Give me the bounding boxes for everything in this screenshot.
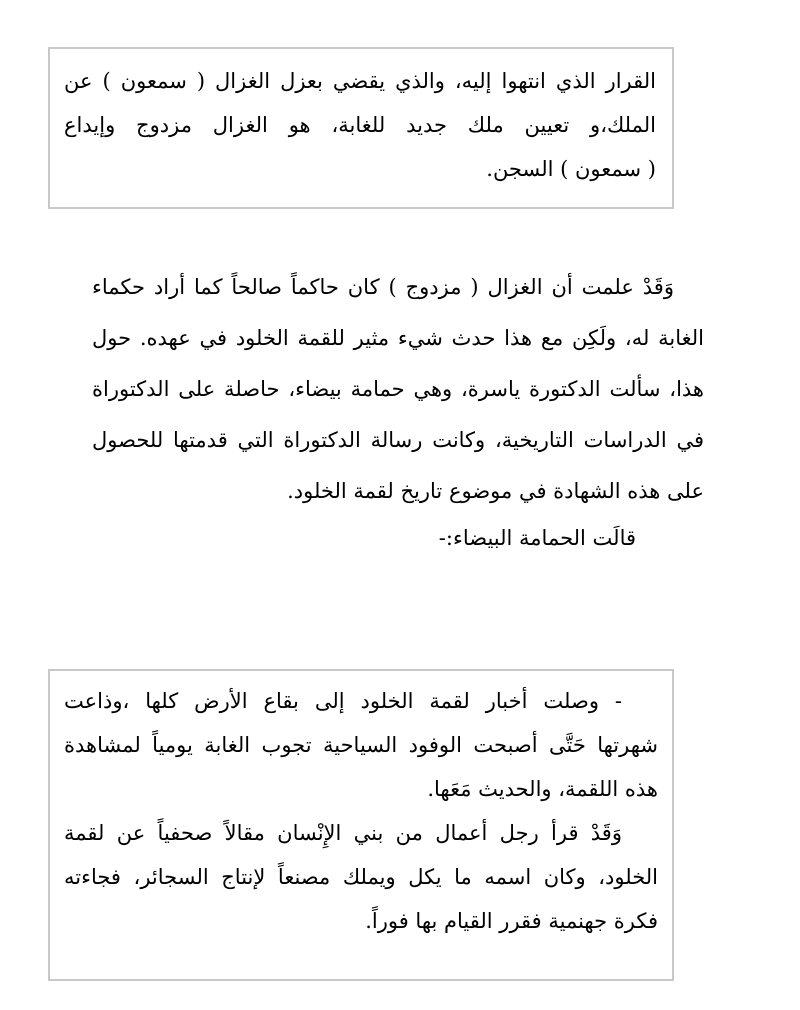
middle-line-2: الغابة له، ولَكِن مع هذا حدث شيء مثير للقمة الخلود في عهده. حول [92, 326, 704, 350]
bottom-text-box [48, 669, 674, 981]
bottom-box-line-2: شهرتها حَتَّى أصبحت الوفود السياحية تجوب الغابة يومياً لمشاهدة [64, 733, 658, 757]
middle-line-3: هذا، سألت الدكتورة ياسرة، وهي حمامة بيضاء، حاصلة على الدكتوراة [92, 377, 704, 401]
bottom-box-line-5: الخلود، وكان اسمه ما يكل ويملك مصنعاً لإنتاج السجائر، فجاءته [64, 865, 658, 889]
middle-line-4: في الدراسات التاريخية، وكانت رسالة الدكتوراة التي قدمتها للحصول [92, 428, 704, 452]
middle-paragraph [92, 262, 704, 559]
bottom-box-line-4: وَقَدْ قرأ رجل أعمال من بني الإِنْسان مقالاً صحفياً عن لقمة [64, 821, 622, 845]
bottom-box-line-3: هذه اللقمة، والحديث مَعَها. [427, 777, 658, 801]
top-text-box [48, 47, 674, 209]
top-box-line-1: القرار الذي انتهوا إليه، والذي يقضي بعزل الغزال ( سمعون ) عن [64, 69, 656, 93]
bottom-box-line-6: فكرة جهنمية فقرر القيام بها فوراً. [365, 909, 658, 933]
middle-line-6: قالَت الحمامة البيضاء:- [438, 526, 636, 550]
bottom-box-line-1: - وصلت أخبار لقمة الخلود إلى بقاع الأرض كلها ،وذاعت [64, 689, 622, 713]
top-box-line-2: الملك،و تعيين ملك جديد للغابة، هو الغزال مزدوج وإيداع [64, 113, 656, 137]
top-box-line-3: ( سمعون ) السجن. [486, 157, 656, 181]
middle-line-5: على هذه الشهادة في موضوع تاريخ لقمة الخلود. [287, 479, 704, 503]
middle-line-1: وَقَدْ علمت أن الغزال ( مزدوج ) كان حاكماً صالحاً كما أراد حكماء [92, 275, 674, 299]
